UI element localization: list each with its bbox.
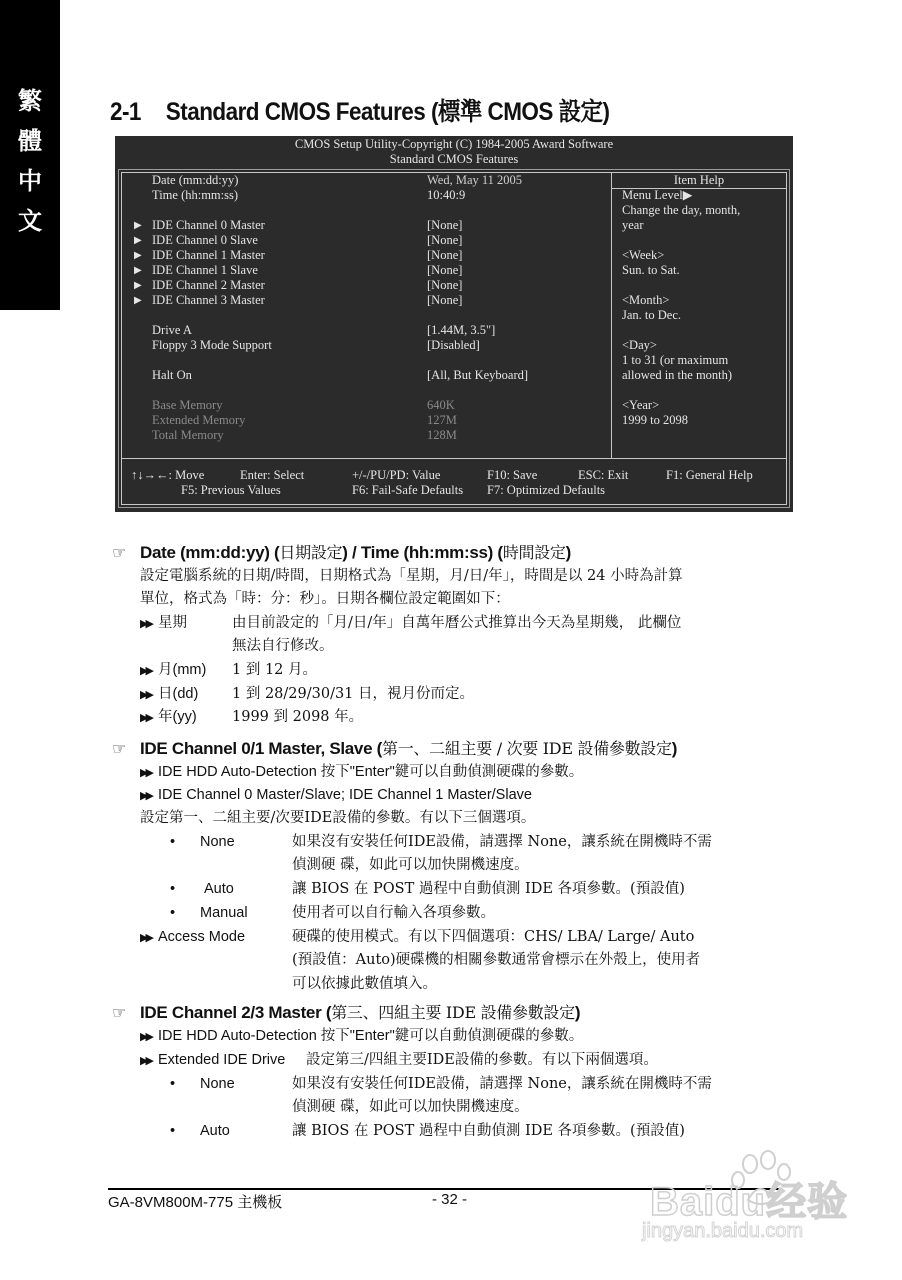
double-arrow-icon: ▶▶ [140,1055,151,1067]
bios-row-value: 128M [427,428,457,442]
pointing-hand-icon: ☞ [112,1005,127,1022]
bios-row-label: Extended Memory [152,413,246,427]
watermark-brand: Baidu经验 [650,1180,849,1224]
bios-row-ide3-master[interactable] [122,293,610,308]
bios-row-value: Wed, May 11 2005 [427,173,523,187]
ide23-auto-detection: ▶▶ IDE HDD Auto-Detection 按下"Enter"鍵可以自動偵測硬碟的參數。 [140,1026,583,1047]
pointing-hand-icon: ☞ [112,741,127,758]
bios-row-time[interactable] [122,188,610,203]
key-esc-exit: ESC: Exit [578,468,629,482]
watermark-url: jingyan.baidu.com [642,1220,804,1242]
help-line: Jan. to Dec. [622,308,682,322]
submenu-arrow-icon: ▶ [134,235,142,246]
help-line: <Day> [622,338,657,352]
bios-row-floppy-3-mode[interactable] [122,338,610,353]
bios-header [115,137,793,167]
ide23-heading: ☞ IDE Channel 2/3 Master (第三、四組主要 IDE 設備參數設定) [112,1003,581,1022]
ide01-channels: ▶▶ IDE Channel 0 Master/Slave; IDE Channel 1 Master/Slave [140,785,532,806]
bios-row-ide1-master[interactable] [122,248,610,263]
ide01-intro: 設定第一、二組主要/次要IDE設備的參數。有以下三個選項。 [140,810,536,826]
help-line: <Week> [622,248,665,262]
pointing-hand-icon: ☞ [112,545,127,562]
ide23-option-none-cont: 偵測硬 碟，如此可以加快開機速度。 [292,1099,529,1115]
bios-row-label: Time (hh:mm:ss) [152,188,239,202]
bios-row-ide0-master[interactable] [122,218,610,233]
section-title-text: Standard CMOS Features (標準 CMOS 設定) [165,98,610,126]
bios-setup-screen [115,136,793,512]
key-f5: F5: Previous Values [181,483,281,497]
double-arrow-icon: ▶▶ [140,1031,151,1043]
bios-divider [122,458,786,459]
submenu-arrow-icon: ▶ [134,295,142,306]
ide01-auto-detection: ▶▶ IDE HDD Auto-Detection 按下"Enter"鍵可以自動偵測硬碟的參數。 [140,762,583,783]
bios-row-ide2-master[interactable] [122,278,610,293]
date-item-month: ▶▶ 月(mm) 1 到 12 月。 [140,660,800,681]
bios-row-value: 640K [427,398,455,412]
bios-row-label: IDE Channel 3 Master [152,293,265,307]
bios-row-label: Date (mm:dd:yy) [152,173,239,187]
bios-row-value: [None] [427,218,463,232]
date-time-paragraph-line: 單位，格式為「時：分：秒」。日期各欄位設定範圍如下： [140,591,510,607]
bios-row-value: 127M [427,413,457,427]
bios-row-value: [All, But Keyboard] [427,368,529,382]
item-help-title: Item Help [673,173,725,187]
help-line: Change the day, month, [622,203,741,217]
bullet-icon: • [170,905,176,921]
section-number: 2-1 [110,98,141,126]
date-time-paragraph-line: 設定電腦系統的日期/時間，日期格式為「星期，月/日/年」，時間是以 24 小時為計算 [140,568,683,584]
page-number: - 32 - [432,1191,468,1208]
double-arrow-icon: ▶▶ [140,790,151,802]
ide01-access-mode-cont: 可以依據此數值填入。 [292,976,437,992]
ide01-access-mode: ▶▶ Access Mode 硬碟的使用模式。有以下四個選項：CHS/ LBA/ Large/ Auto [140,927,800,948]
bullet-icon: • [170,834,176,850]
bios-row-label: IDE Channel 0 Master [152,218,265,232]
date-time-heading: ☞ Date (mm:dd:yy) (日期設定) / Time (hh:mm:ss) (時間設定) [112,543,571,562]
key-value: +/-/PU/PD: Value [352,468,441,482]
bios-row-value: [None] [427,263,463,277]
language-side-tab [0,0,60,310]
bios-row-drive-a[interactable] [122,323,610,338]
bios-row-label: Base Memory [152,398,223,412]
side-tab-char: 中 [18,166,42,195]
key-f1-help: F1: General Help [666,468,753,482]
double-arrow-icon: ▶▶ [140,689,151,701]
bios-row-value: [Disabled] [427,338,480,352]
bios-row-halt-on[interactable] [122,368,610,383]
bios-frame [118,169,790,508]
date-item-week: ▶▶ 星期 由目前設定的「月/日/年」自萬年曆公式推算出今天為星期幾， 此欄位 [140,613,800,634]
help-line: Sun. to Sat. [622,263,680,277]
bios-row-value: 10:40:9 [427,188,466,202]
date-item-day: ▶▶ 日(dd) 1 到 28/29/30/31 日，視月份而定。 [140,684,800,705]
bios-row-label: IDE Channel 1 Master [152,248,265,262]
bullet-icon: • [170,1123,176,1139]
ide01-option-none-cont: 偵測硬 碟，如此可以加快開機速度。 [292,857,529,873]
key-enter: Enter: Select [240,468,305,482]
help-line: 1999 to 2098 [622,413,688,427]
key-f6: F6: Fail-Safe Defaults [352,483,464,497]
submenu-arrow-icon: ▶ [134,265,142,276]
help-line: Menu Level▶ [622,188,693,202]
bios-row-value: [1.44M, 3.5"] [427,323,496,337]
bios-copyright: CMOS Setup Utility-Copyright (C) 1984-2005 Award Software [294,137,614,151]
side-tab-char: 文 [18,206,42,235]
bios-row-value: [None] [427,248,463,262]
bios-row-value: [None] [427,233,463,247]
bios-row-value: [None] [427,293,463,307]
bios-row-label: Drive A [152,323,192,337]
submenu-arrow-icon: ▶ [134,220,142,231]
bios-screen-title: Standard CMOS Features [389,152,519,166]
date-item-week-cont: 無法自行修改。 [232,638,334,654]
help-line: 1 to 31 (or maximum [622,353,729,367]
bullet-icon: • [170,1076,176,1092]
side-tab-char: 繁 [18,86,42,115]
footer-model: GA-8VM800M-775 主機板 [108,1194,283,1211]
bios-row-ide1-slave[interactable] [122,263,610,278]
help-line: allowed in the month) [622,368,733,382]
bios-row-label: IDE Channel 1 Slave [152,263,258,277]
double-arrow-icon: ▶▶ [140,665,151,677]
key-f10-save: F10: Save [487,468,538,482]
double-arrow-icon: ▶▶ [140,712,151,724]
bios-divider [611,173,612,458]
date-item-year: ▶▶ 年(yy) 1999 到 2098 年。 [140,707,800,728]
submenu-arrow-icon: ▶ [134,280,142,291]
bullet-icon: • [170,881,176,897]
bios-row-value: [None] [427,278,463,292]
bios-row-label: Total Memory [152,428,224,442]
ide23-extended-drive: ▶▶ Extended IDE Drive 設定第三/四組主要IDE設備的參數。有以下兩個選項。 [140,1050,800,1071]
baidu-watermark [640,1150,860,1260]
bios-row-label: IDE Channel 2 Master [152,278,265,292]
key-move: ↑↓→←: Move [131,468,205,482]
bios-row-date[interactable] [122,173,610,188]
bios-row-label: IDE Channel 0 Slave [152,233,258,247]
bios-row-ide0-slave[interactable] [122,233,610,248]
bios-row-total-memory [122,428,610,443]
ide01-access-mode-cont: (預設值：Auto)硬碟機的相關參數通常會標示在外殼上，使用者 [292,952,701,968]
section-title [110,92,609,128]
double-arrow-icon: ▶▶ [140,932,151,944]
bios-row-base-memory [122,398,610,413]
help-line: <Month> [622,293,670,307]
help-line: <Year> [622,398,660,412]
side-tab-char: 體 [18,126,42,155]
bios-row-extended-memory [122,413,610,428]
double-arrow-icon: ▶▶ [140,618,151,630]
help-line: year [622,218,644,232]
double-arrow-icon: ▶▶ [140,767,151,779]
bios-row-label: Halt On [152,368,192,382]
bios-row-label: Floppy 3 Mode Support [152,338,272,352]
ide01-heading: ☞ IDE Channel 0/1 Master, Slave (第一、二組主要 / 次要 IDE 設備參數設定) [112,739,678,758]
key-f7: F7: Optimized Defaults [487,483,606,497]
submenu-arrow-icon: ▶ [134,250,142,261]
